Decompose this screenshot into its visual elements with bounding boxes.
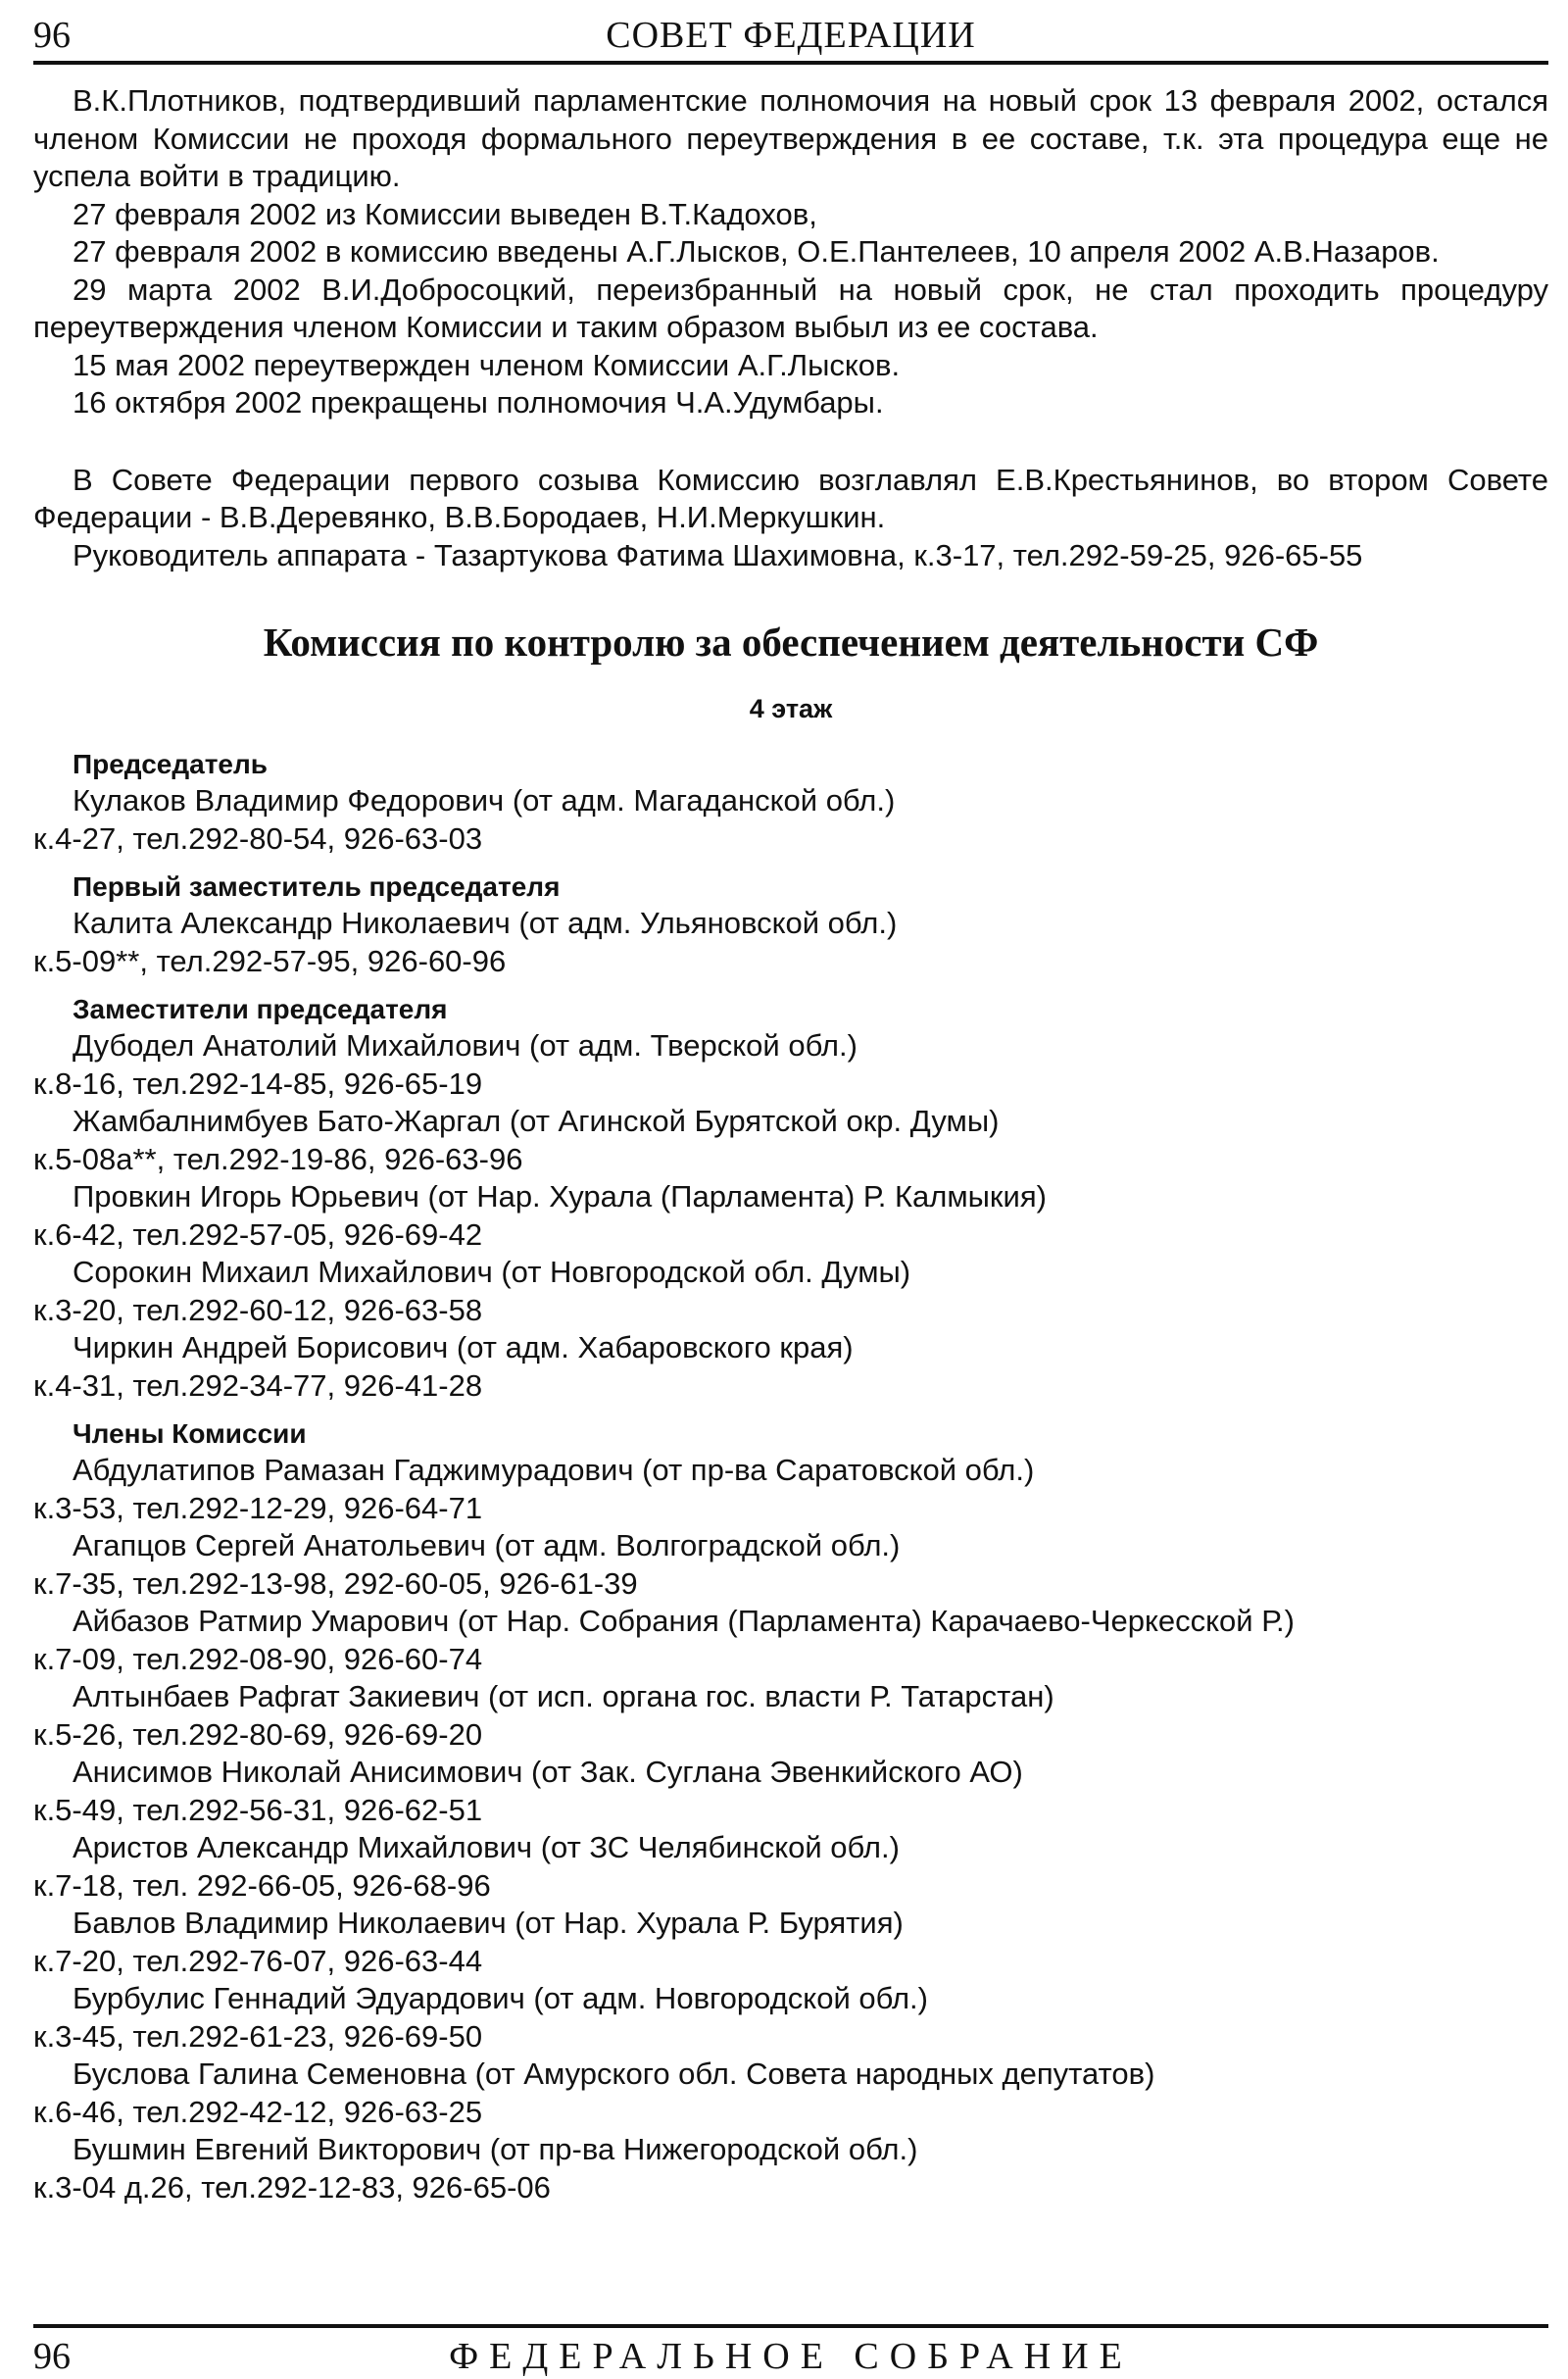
commission-floor: 4 этаж: [749, 694, 833, 723]
member-contact: к.3-45, тел.292-61-23, 926-69-50: [33, 2018, 483, 2054]
member-name: Чиркин Андрей Борисович (от адм. Хабаровского края): [73, 1330, 854, 1364]
member-contact: к.4-31, тел.292-34-77, 926-41-28: [33, 1367, 483, 1403]
member-name: Бавлов Владимир Николаевич (от Нар. Хурала Р. Бурятия): [73, 1906, 904, 1940]
member-name: Дубодел Анатолий Михайлович (от адм. Тверской обл.): [73, 1028, 858, 1063]
intro-paragraph: 15 мая 2002 переутвержден членом Комиссии А.Г.Лысков.: [73, 347, 901, 382]
member-entry: [33, 1103, 1548, 1178]
member-entry: [33, 1980, 1548, 2056]
member-contact: к.7-18, тел. 292-66-05, 926-68-96: [33, 1867, 491, 1903]
member-name: Алтынбаев Рафгат Закиевич (от исп. органа гос. власти Р. Татарстан): [73, 1679, 1054, 1713]
member-entry: [33, 1027, 1548, 1103]
member-contact: к.5-08а**, тел.292-19-86, 926-63-96: [33, 1141, 523, 1176]
member-contact: к.3-20, тел.292-60-12, 926-63-58: [33, 1292, 483, 1327]
member-entry: [33, 1678, 1548, 1754]
member-contact: к.5-09**, тел.292-57-95, 926-60-96: [33, 943, 507, 978]
member-contact: к.7-20, тел.292-76-07, 926-63-44: [33, 1943, 483, 1978]
member-contact: к.7-35, тел.292-13-98, 292-60-05, 926-61-39: [33, 1565, 638, 1601]
page-content: [33, 82, 1548, 2206]
member-contact: к.3-53, тел.292-12-29, 926-64-71: [33, 1490, 483, 1525]
member-entry: [33, 1527, 1548, 1603]
member-entry: [33, 2056, 1548, 2131]
member-entry: [33, 1178, 1548, 1254]
member-name: Айбазов Ратмир Умарович (от Нар. Собрания (Парламента) Карачаево-Черкесской Р.): [73, 1604, 1295, 1638]
page-footer: [33, 2333, 1548, 2376]
role-heading: Первый заместитель председателя: [73, 871, 561, 902]
header-page-number: 96: [33, 15, 71, 56]
footer-rule: [33, 2324, 1548, 2328]
history-paragraph: В Совете Федерации первого созыва Комиссию возглавлял Е.В.Крестьянинов, во втором Совете Федерации - В.В.Деревянко, В.В.Бородаев, Н.И.Меркушкин.: [33, 462, 1548, 534]
member-name: Кулаков Владимир Федорович (от адм. Магаданской обл.): [73, 783, 896, 818]
commission-title: Комиссия по контролю за обеспечением деятельности СФ: [263, 620, 1319, 665]
member-entry: [33, 1754, 1548, 1829]
member-contact: к.4-27, тел.292-80-54, 926-63-03: [33, 820, 483, 856]
member-name: Аристов Александр Михайлович (от ЗС Челябинской обл.): [73, 1830, 900, 1864]
member-name: Агапцов Сергей Анатольевич (от адм. Волгоградской обл.): [73, 1528, 901, 1562]
member-entry: [33, 2131, 1548, 2206]
member-entry: [33, 1905, 1548, 1980]
intro-block: [33, 82, 1548, 422]
member-contact: к.6-46, тел.292-42-12, 926-63-25: [33, 2094, 483, 2129]
footer-page-number: 96: [33, 2336, 71, 2377]
footer-title: ФЕДЕРАЛЬНОЕ СОБРАНИЕ: [449, 2336, 1133, 2377]
role-heading: Председатель: [73, 749, 268, 779]
history-block: [33, 462, 1548, 575]
intro-paragraph: 16 октября 2002 прекращены полномочия Ч.А.Удумбары.: [73, 385, 884, 420]
member-entry: [33, 1254, 1548, 1329]
page-header: [33, 8, 1548, 59]
member-name: Жамбалнимбуев Бато-Жаргал (от Агинской Бурятской окр. Думы): [73, 1104, 1000, 1138]
intro-paragraph: 29 марта 2002 В.И.Добросоцкий, переизбранный на новый срок, не стал проходить процедуру переутверждения членом Комиссии и таким образом выбыл из ее состава.: [33, 272, 1548, 344]
member-entry: [33, 905, 1548, 980]
member-name: Буслова Галина Семеновна (от Амурского обл. Совета народных депутатов): [73, 2057, 1155, 2091]
member-name: Бурбулис Геннадий Эдуардович (от адм. Новгородской обл.): [73, 1981, 928, 2015]
intro-paragraph: В.К.Плотников, подтвердивший парламентские полномочия на новый срок 13 февраля 2002, остался членом Комиссии не проходя формального переутверждения в ее составе, т.к. эта процедура еще не успела войти в традицию.: [33, 83, 1548, 193]
member-entry: [33, 782, 1548, 858]
member-entry: [33, 1329, 1548, 1405]
member-contact: к.7-09, тел.292-08-90, 926-60-74: [33, 1641, 483, 1676]
member-entry: [33, 1452, 1548, 1527]
commission-roster: [33, 747, 1548, 2206]
member-contact: к.3-04 д.26, тел.292-12-83, 926-65-06: [33, 2169, 551, 2205]
role-heading: Члены Комиссии: [73, 1418, 307, 1449]
member-name: Бушмин Евгений Викторович (от пр-ва Нижегородской обл.): [73, 2132, 918, 2166]
member-name: Сорокин Михаил Михайлович (от Новгородской обл. Думы): [73, 1255, 911, 1289]
member-entry: [33, 1829, 1548, 1905]
member-contact: к.6-42, тел.292-57-05, 926-69-42: [33, 1216, 483, 1252]
intro-paragraph: 27 февраля 2002 из Комиссии выведен В.Т.Кадохов,: [73, 196, 817, 231]
header-title: СОВЕТ ФЕДЕРАЦИИ: [606, 15, 976, 56]
header-rule: [33, 61, 1548, 65]
staff-head-paragraph: Руководитель аппарата - Тазартукова Фатима Шахимовна, к.3-17, тел.292-59-25, 926-65-55: [73, 537, 1363, 572]
member-name: Провкин Игорь Юрьевич (от Нар. Хурала (Парламента) Р. Калмыкия): [73, 1179, 1047, 1214]
member-contact: к.8-16, тел.292-14-85, 926-65-19: [33, 1066, 483, 1101]
member-contact: к.5-26, тел.292-80-69, 926-69-20: [33, 1716, 483, 1752]
member-entry: [33, 1603, 1548, 1678]
member-name: Калита Александр Николаевич (от адм. Ульяновской обл.): [73, 906, 898, 940]
document-page: [33, 0, 1548, 2379]
member-name: Анисимов Николай Анисимович (от Зак. Суглана Эвенкийского АО): [73, 1755, 1023, 1789]
role-heading: Заместители председателя: [73, 994, 448, 1024]
intro-paragraph: 27 февраля 2002 в комиссию введены А.Г.Лысков, О.Е.Пантелеев, 10 апреля 2002 А.В.Назаров.: [73, 234, 1440, 269]
member-name: Абдулатипов Рамазан Гаджимурадович (от пр-ва Саратовской обл.): [73, 1453, 1035, 1487]
member-contact: к.5-49, тел.292-56-31, 926-62-51: [33, 1792, 483, 1827]
